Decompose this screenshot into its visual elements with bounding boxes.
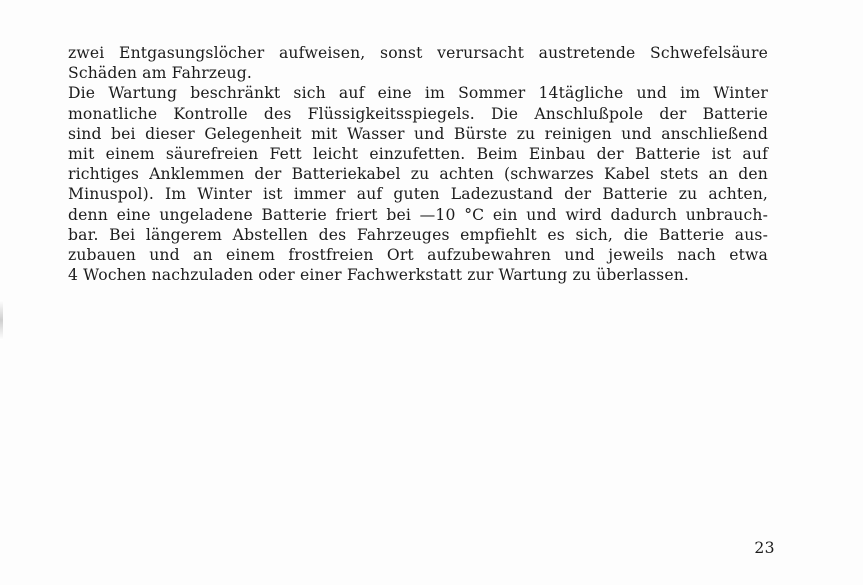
text-line: richtiges Anklemmen der Batteriekabel zu achten (schwarzes Kabel stets an den	[68, 165, 768, 184]
text-line: monatliche Kontrolle des Flüssigkeitsspiegels. Die Anschlußpole der Batterie	[68, 104, 768, 123]
text-line: sind bei dieser Gelegenheit mit Wasser und Bürste zu reinigen und anschließend	[68, 124, 768, 143]
text-line: denn eine ungeladene Batterie friert bei —10 °C ein und wird dadurch unbrauch-	[68, 205, 768, 224]
text-line: Die Wartung beschränkt sich auf eine im Sommer 14tägliche und im Winter	[68, 84, 768, 103]
text-line: Schäden am Fahrzeug.	[68, 64, 252, 83]
body-paragraph	[68, 43, 768, 285]
text-line: mit einem säurefreien Fett leicht einzufetten. Beim Einbau der Batterie ist auf	[68, 144, 768, 163]
text-line: zwei Entgasungslöcher aufweisen, sonst verursacht austretende Schwefelsäure	[68, 44, 768, 62]
text-line: Minuspol). Im Winter ist immer auf guten Ladezustand der Batterie zu achten,	[68, 185, 768, 204]
text-line: zubauen und an einem frostfreien Ort aufzubewahren und jeweils nach etwa	[68, 245, 768, 264]
page-number: 23	[754, 539, 775, 557]
scan-edge-shadow	[0, 300, 3, 340]
text-line: 4 Wochen nachzuladen oder einer Fachwerkstatt zur Wartung zu überlassen.	[68, 266, 690, 285]
text-line: bar. Bei längerem Abstellen des Fahrzeuges empfiehlt es sich, die Batterie aus-	[68, 225, 768, 244]
